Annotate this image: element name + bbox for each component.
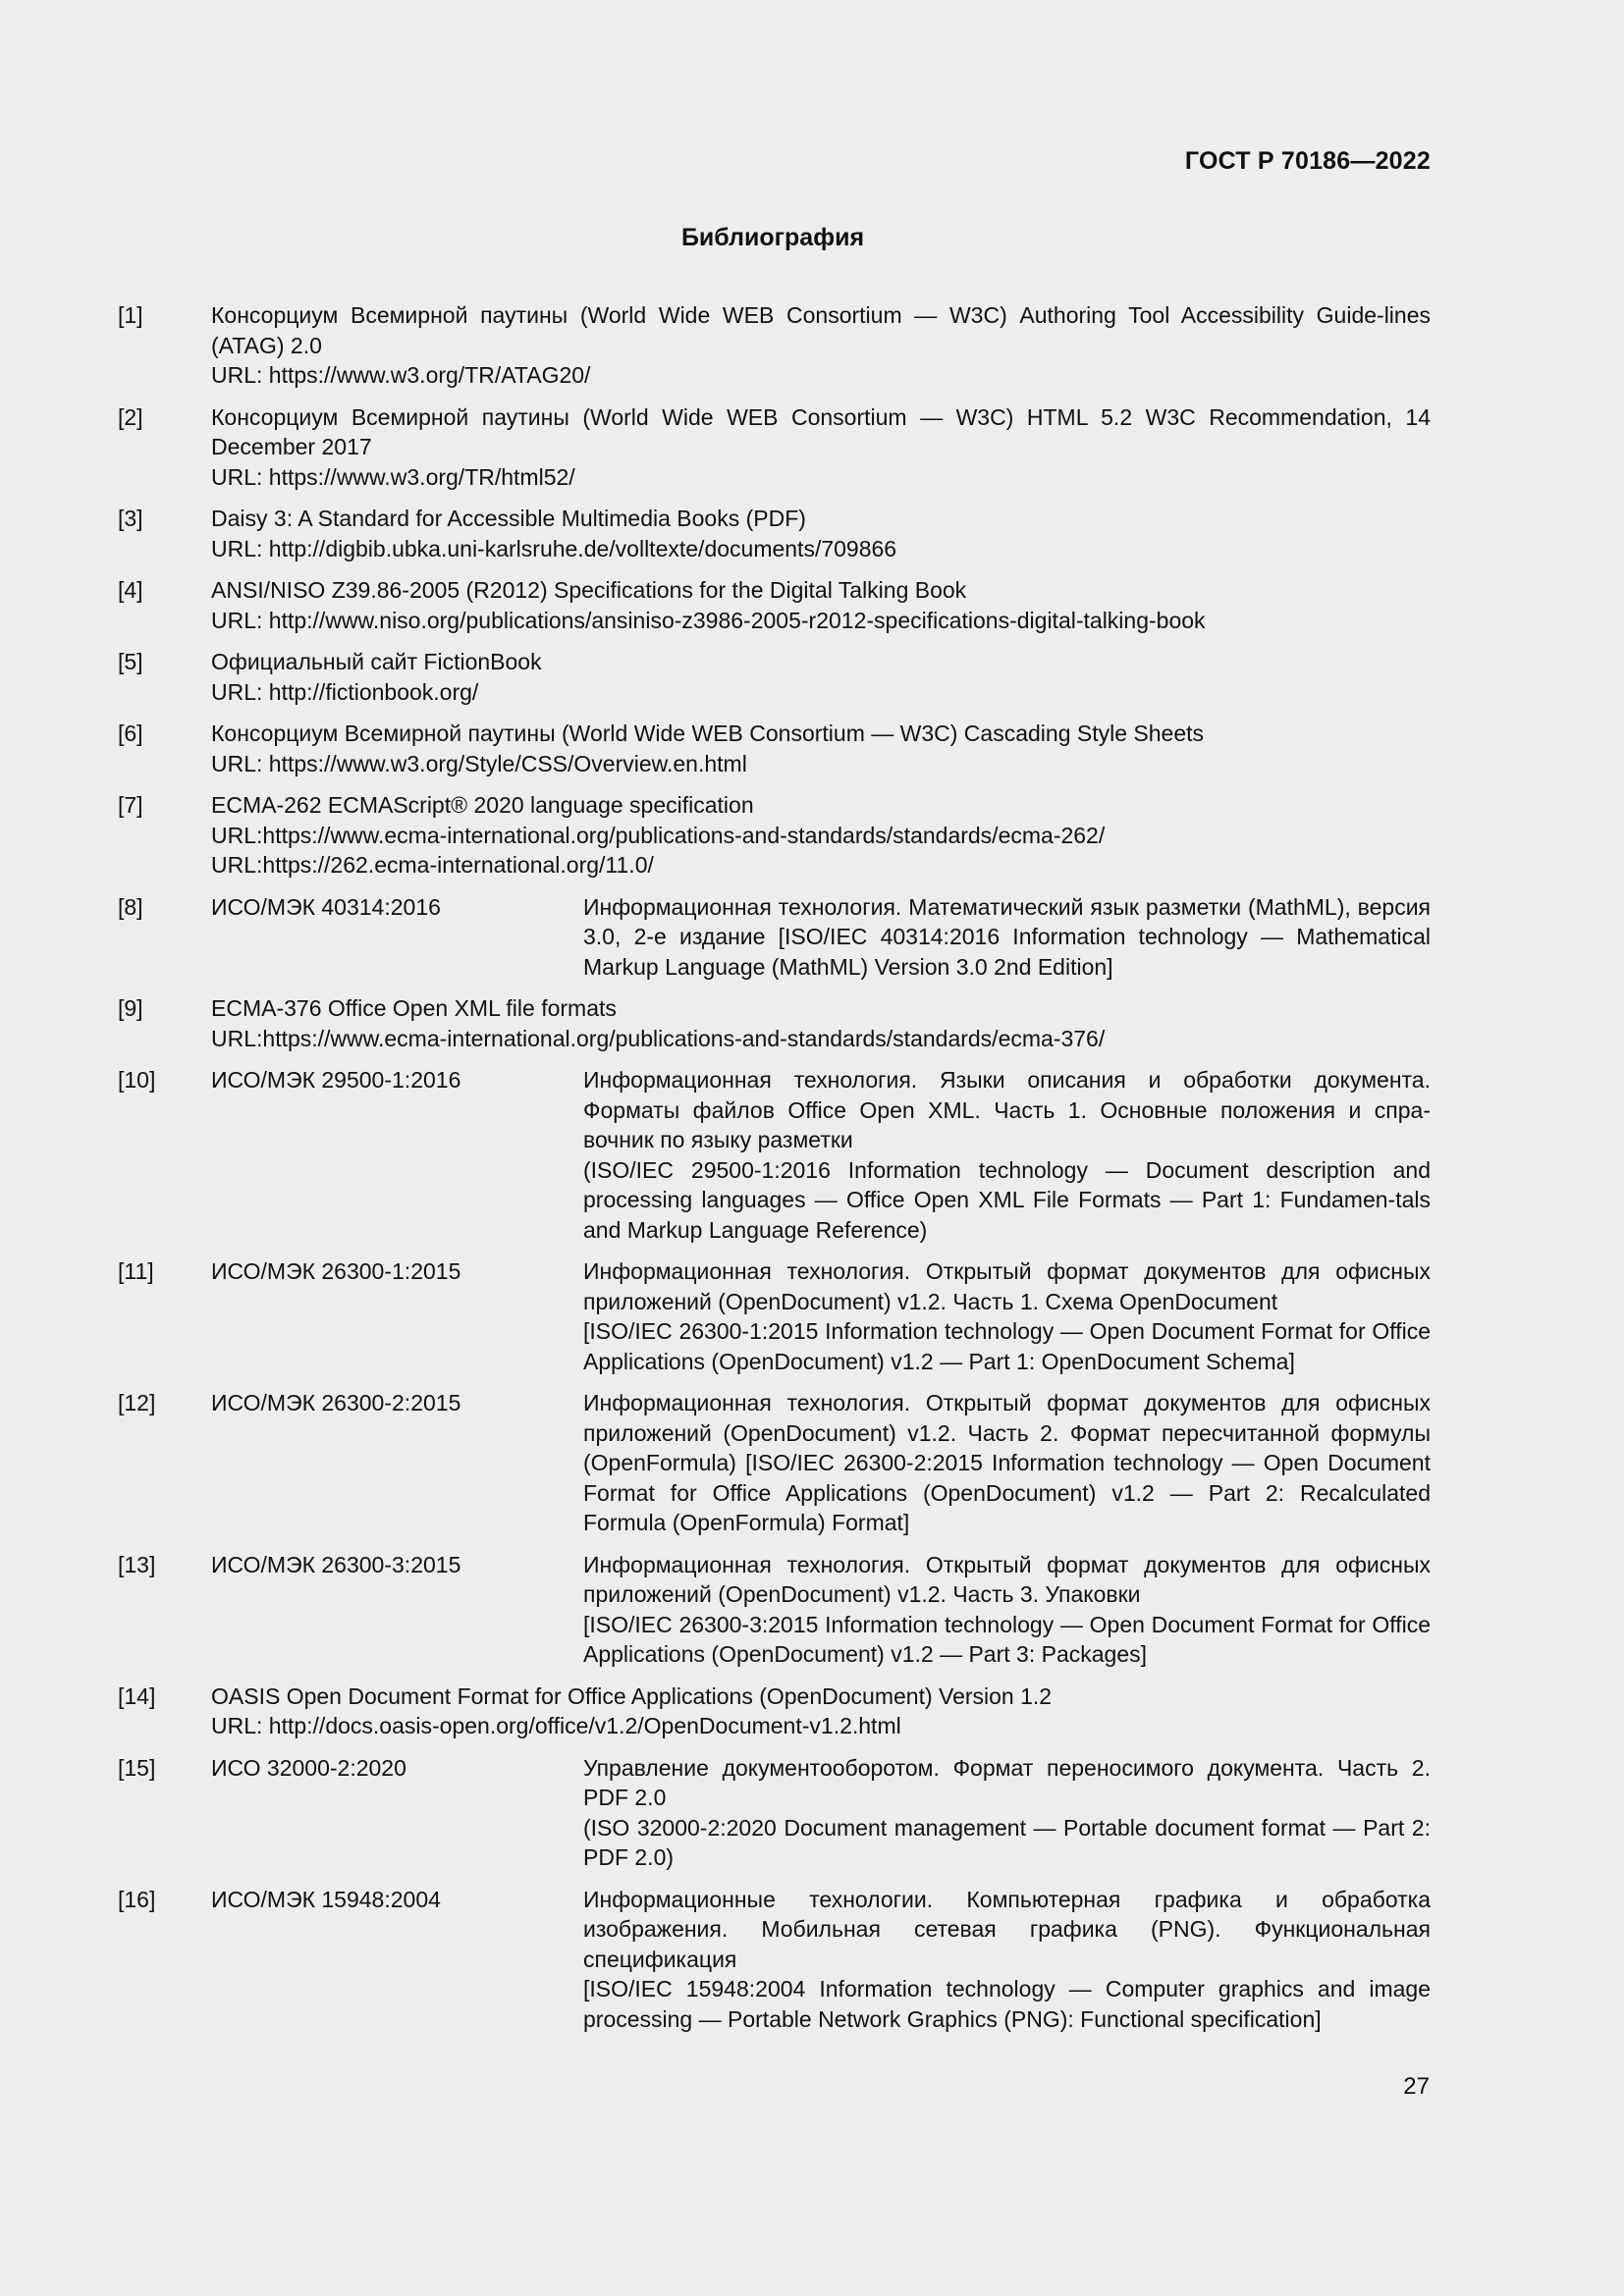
entry-number: [3] (118, 506, 143, 531)
entry-text: [ISO/IEC 26300-3:2015 Information technology — Open Document Format for Office Applications (OpenDocument) v1.2 — Part 3: Packages] (583, 1611, 1431, 1667)
bibliography-entry (118, 402, 1431, 493)
entry-body (211, 1682, 1431, 1741)
entry-body (211, 647, 1431, 707)
entry-number: [9] (118, 995, 143, 1021)
entry-description (583, 1065, 1431, 1245)
entry-body (211, 300, 1431, 391)
entry-url[interactable]: URL: https://www.w3.org/TR/ATAG20/ (211, 362, 591, 388)
entry-text: (ISO 32000-2:2020 Document management — Portable document format — Part 2: PDF 2.0) (583, 1814, 1431, 1870)
bibliography-entry (118, 790, 1431, 881)
entry-text: Информационная технология. Открытый формат документов для офисных приложений (OpenDocument) v1.2. Часть 2. Формат пересчитанной формулы (OpenFormula) [ISO/IEC 26300-2:2015 Information technology — Open Document Format for Office Applications (OpenDocument) v1.2 — Part 2: Recalculated Formula (OpenFormula) Format] (583, 1390, 1431, 1535)
entry-number: [14] (118, 1682, 156, 1709)
entry-url[interactable]: URL: http://docs.oasis-open.org/office/v1.2/OpenDocument-v1.2.html (211, 1713, 901, 1738)
entry-text: OASIS Open Document Format for Office Applications (OpenDocument) Version 1.2 (211, 1682, 1053, 1709)
entry-text: Консорциум Всемирной паутины (World Wide WEB Consortium — W3C) Authoring Tool Accessibility Guide-lines (ATAG) 2.0 (211, 302, 1431, 358)
entry-description (583, 1753, 1431, 1873)
entry-body (211, 504, 1431, 563)
entry-number: [7] (118, 792, 143, 818)
entry-url[interactable]: URL:https://262.ecma-international.org/11.0/ (211, 852, 654, 878)
entry-body (211, 790, 1431, 881)
bibliography-list (118, 300, 1431, 2046)
bibliography-entry (118, 1256, 1431, 1376)
entry-text: Daisy 3: A Standard for Accessible Multimedia Books (PDF) (211, 506, 806, 531)
entry-text: Консорциум Всемирной паутины (World Wide WEB Consortium — W3C) HTML 5.2 W3C Recommendation, 14 December 2017 (211, 403, 1431, 459)
bibliography-entry (118, 1065, 1431, 1245)
standard-code: ГОСТ Р 70186—2022 (1184, 147, 1431, 175)
bibliography-entry (118, 892, 1431, 983)
entry-description (583, 1550, 1431, 1670)
entry-number: [2] (118, 403, 143, 430)
entry-description (583, 1256, 1431, 1376)
entry-text: Информационные технологии. Компьютерная графика и обработка изображения. Мобильная сетевая графика (PNG). Функциональная спецификация (583, 1886, 1431, 1972)
entry-url[interactable]: URL:https://www.ecma-international.org/publications-and-standards/standards/ecma-376/ (211, 1025, 1106, 1051)
entry-number: [11] (118, 1258, 154, 1284)
entry-standard-id: ИСО 32000-2:2020 (211, 1754, 406, 1781)
entry-body (211, 993, 1431, 1053)
entry-text: Консорциум Всемирной паутины (World Wide WEB Consortium — W3C) Cascading Style Sheets (211, 721, 1205, 746)
bibliography-entry (118, 575, 1431, 635)
entry-description (583, 1388, 1431, 1538)
entry-body (211, 402, 1431, 493)
entry-text: [ISO/IEC 15948:2004 Information technology — Computer graphics and image processing — Portable Network Graphics (PNG): Functional specification] (583, 1976, 1431, 2032)
entry-number: [10] (118, 1067, 156, 1093)
entry-url[interactable]: URL: http://digbib.ubka.uni-karlsruhe.de/volltexte/documents/709866 (211, 535, 897, 561)
entry-url[interactable]: URL: http://fictionbook.org/ (211, 678, 479, 705)
bibliography-entry (118, 993, 1431, 1053)
bibliography-entry (118, 1682, 1431, 1741)
entry-text: Управление документооборотом. Формат переносимого документа. Часть 2. PDF 2.0 (583, 1754, 1431, 1810)
entry-standard-id: ИСО/МЭК 29500-1:2016 (211, 1067, 461, 1093)
bibliography-entry (118, 1753, 1431, 1873)
entry-standard-id: ИСО/МЭК 15948:2004 (211, 1886, 441, 1912)
entry-number: [12] (118, 1390, 156, 1415)
entry-number: [16] (118, 1886, 156, 1912)
entry-text: Информационная технология. Математический язык разметки (MathML), версия 3.0, 2-е издание [ISO/IEC 40314:2016 Information technology — Mathematical Markup Language (MathML) Version 3.0 2nd Edition] (583, 893, 1431, 980)
entry-text: Информационная технология. Языки описания и обработки документа. Форматы файлов Office Open XML. Часть 1. Основные положения и спра-вочник по языку разметки (583, 1067, 1431, 1152)
entry-text: Информационная технология. Открытый формат документов для офисных приложений (OpenDocument) v1.2. Часть 1. Схема OpenDocument (583, 1258, 1431, 1314)
entry-url[interactable]: URL: https://www.w3.org/Style/CSS/Overview.en.html (211, 750, 747, 776)
bibliography-entry (118, 647, 1431, 707)
entry-number: [4] (118, 577, 143, 603)
entry-number: [15] (118, 1754, 156, 1781)
entry-description (583, 1885, 1431, 2035)
bibliography-entry (118, 504, 1431, 563)
entry-standard-id: ИСО/МЭК 26300-1:2015 (211, 1258, 461, 1284)
entry-text: Официальный сайт FictionBook (211, 649, 542, 674)
entry-text: [ISO/IEC 26300-1:2015 Information technology — Open Document Format for Office Applications (OpenDocument) v1.2 — Part 1: OpenDocument Schema] (583, 1318, 1431, 1374)
bibliography-entry (118, 1388, 1431, 1538)
entry-standard-id: ИСО/МЭК 26300-3:2015 (211, 1551, 461, 1577)
entry-text: ECMA-262 ECMAScript® 2020 language specification (211, 792, 754, 818)
entry-standard-id: ИСО/МЭК 26300-2:2015 (211, 1390, 461, 1415)
page-number: 27 (1403, 2073, 1430, 2100)
entry-number: [1] (118, 302, 143, 328)
entry-url[interactable]: URL: http://www.niso.org/publications/ansiniso-z3986-2005-r2012-specifications-digital-talking-book (211, 607, 1206, 633)
entry-url[interactable]: URL:https://www.ecma-international.org/publications-and-standards/standards/ecma-262/ (211, 822, 1106, 848)
page-title: Библиография (680, 224, 865, 251)
entry-standard-id: ИСО/МЭК 40314:2016 (211, 893, 441, 920)
entry-text: ANSI/NISO Z39.86-2005 (R2012) Specifications for the Digital Talking Book (211, 577, 967, 603)
entry-number: [8] (118, 893, 143, 920)
entry-description (583, 892, 1431, 983)
bibliography-entry (118, 1885, 1431, 2035)
entry-text: ECMA-376 Office Open XML file formats (211, 995, 617, 1021)
entry-text: (ISO/IEC 29500-1:2016 Information technology — Document description and processing languages — Office Open XML File Formats — Part 1: Fundamen-tals and Markup Language Reference) (583, 1156, 1431, 1243)
entry-body (211, 575, 1431, 635)
bibliography-entry (118, 1550, 1431, 1670)
entry-url[interactable]: URL: https://www.w3.org/TR/html52/ (211, 463, 575, 490)
entry-number: [6] (118, 721, 143, 746)
entry-body (211, 719, 1431, 778)
entry-number: [5] (118, 649, 143, 674)
entry-text: Информационная технология. Открытый формат документов для офисных приложений (OpenDocument) v1.2. Часть 3. Упаковки (583, 1551, 1431, 1607)
bibliography-entry (118, 719, 1431, 778)
entry-number: [13] (118, 1551, 156, 1577)
bibliography-entry (118, 300, 1431, 391)
